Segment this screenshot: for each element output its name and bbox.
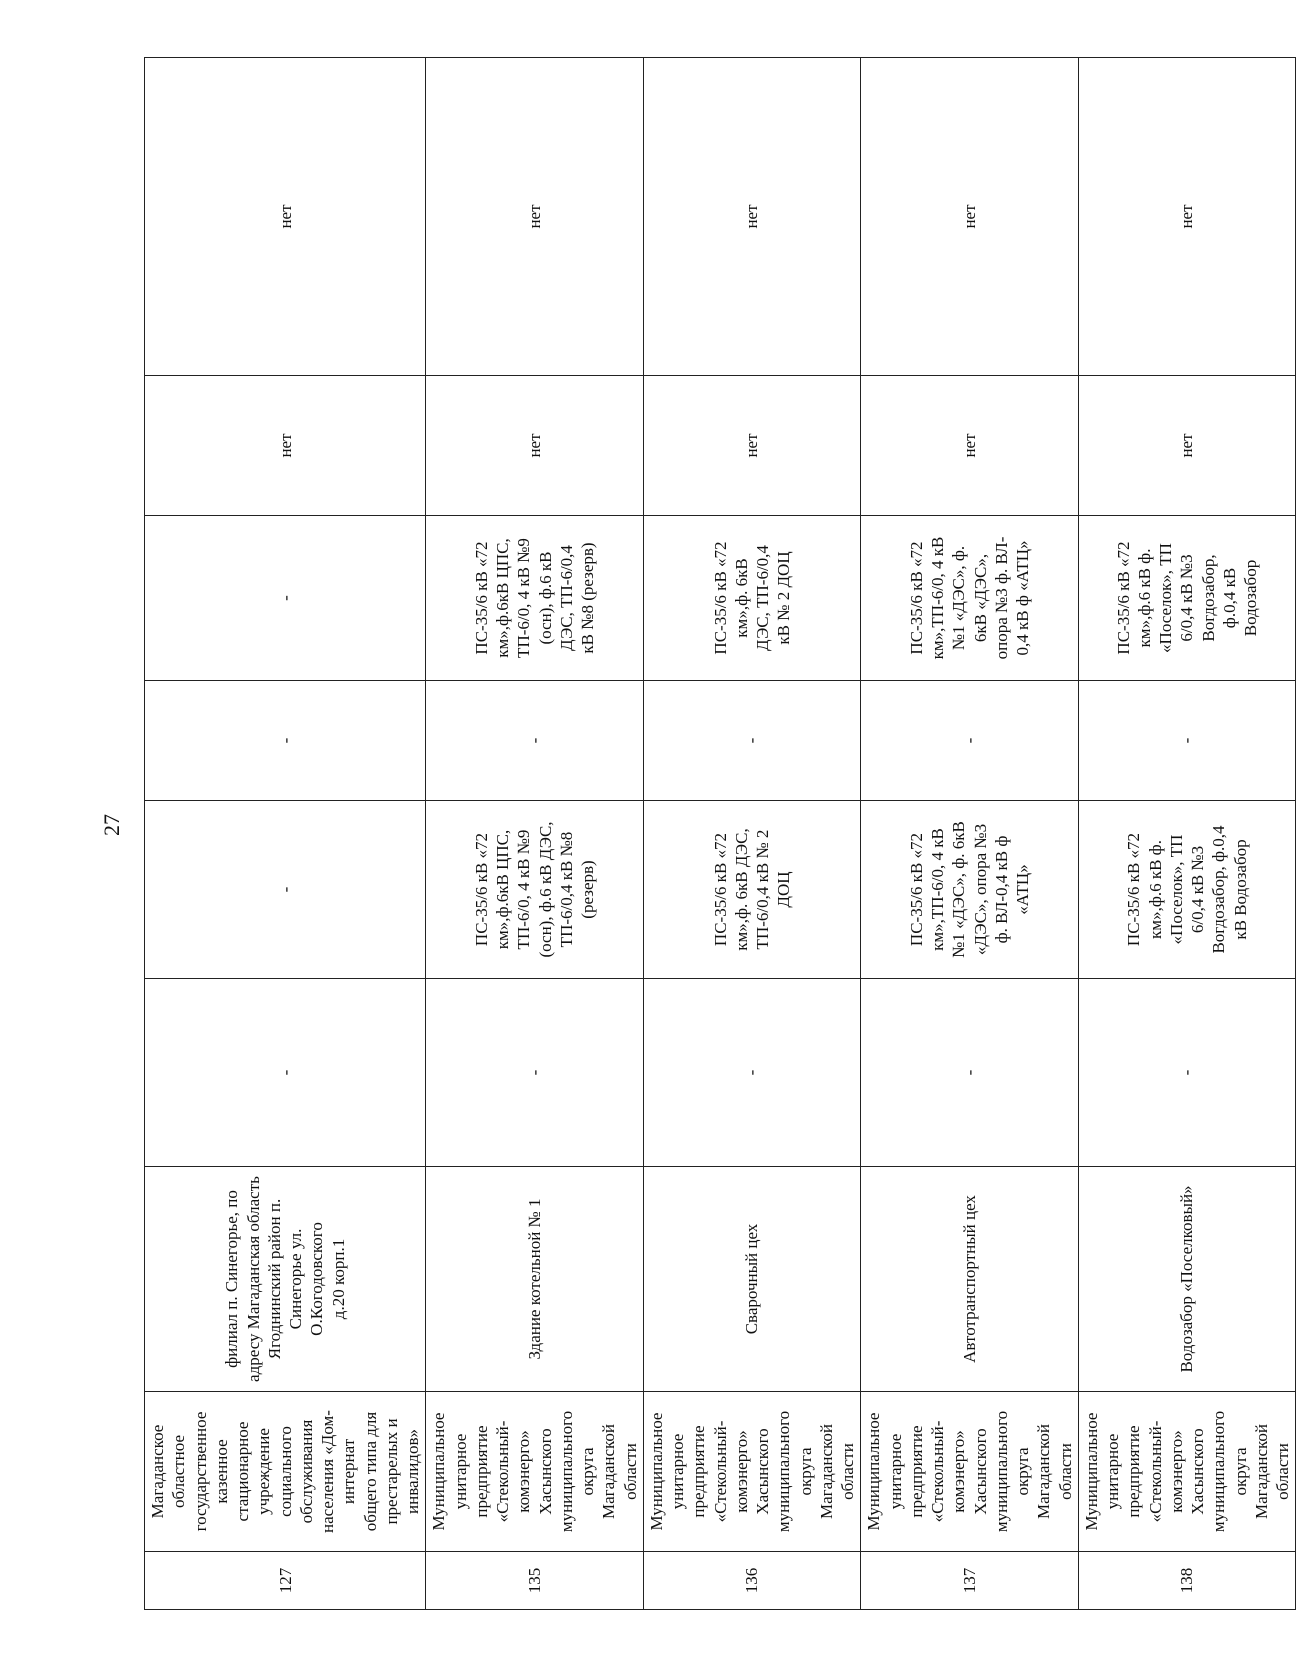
cell-c8: нет [145,58,426,376]
cell-c8: нет [426,58,644,376]
table-row [643,58,861,1610]
row-number: 135 [426,1552,644,1610]
object-cell: Здание котельной № 1 [426,1167,644,1392]
row-number: 137 [861,1552,1079,1610]
cell-c3: - [861,979,1079,1167]
cell-c5: - [643,681,861,801]
cell-c6: ПС-35/6 кВ «72 км»,ф.6 кВ ф. «Поселок», ТП 6/0,4 кВ №3 Вогдозабор, ф.0,4 кВ Водозабор [1078,516,1296,681]
cell-c3: - [145,979,426,1167]
cell-c5: - [1078,681,1296,801]
rotated-table-wrapper [144,58,1292,1610]
cell-c7: нет [1078,376,1296,516]
table-row [861,58,1079,1610]
organization-cell: Муниципальное унитарное предприятие «Стекольный- комэнерго» Хасынского муниципального округа Магаданской области [1078,1392,1296,1552]
object-cell: Автотранспортный цех [861,1167,1079,1392]
cell-c6: - [145,516,426,681]
cell-c4: ПС-35/6 кВ «72 км»,ТП-6/0, 4 кВ №1 «ДЭС», ф. 6кВ «ДЭС», опора №3 ф. ВЛ-0,4 кВ ф «АТЦ» [861,801,1079,979]
object-cell: филиал п. Синегорье, по адресу Магаданская область Ягоднинский район п. Синегорье ул. О.Когодовского д.20 корп.1 [145,1167,426,1392]
cell-c3: - [643,979,861,1167]
cell-c5: - [145,681,426,801]
cell-c5: - [426,681,644,801]
object-cell: Водозабор «Поселковый» [1078,1167,1296,1392]
cell-c3: - [426,979,644,1167]
cell-c7: нет [861,376,1079,516]
cell-c4: ПС-35/6 кВ «72 км»,ф. 6кВ ДЭС, ТП-6/0,4 кВ № 2 ДОЦ [643,801,861,979]
table-row [1078,58,1296,1610]
cell-c5: - [861,681,1079,801]
cell-c8: нет [643,58,861,376]
cell-c7: нет [145,376,426,516]
page-number: 27 [99,814,124,836]
data-table [144,57,1296,1610]
organization-cell: Муниципальное унитарное предприятие «Стекольный- комэнерго» Хасынского муниципального округа Магаданской области [426,1392,644,1552]
table-row [145,58,426,1610]
cell-c7: нет [426,376,644,516]
cell-c6: ПС-35/6 кВ «72 км»,ТП-6/0, 4 кВ №1 «ДЭС», ф. 6кВ «ДЭС», опора №3 ф. ВЛ- 0,4 кВ ф «АТЦ» [861,516,1079,681]
organization-cell: Муниципальное унитарное предприятие «Стекольный- комэнерго» Хасынского муниципального округа Магаданской области [861,1392,1079,1552]
organization-cell: Магаданское областное государственное казенное стационарное учреждение социального обслуживания населения «Дом-интернат общего типа для престарелых и инвалидов» [145,1392,426,1552]
cell-c4: ПС-35/6 кВ «72 км»,ф.6кВ ЦПС, ТП-6/0, 4 кВ №9 (осн), ф.6 кВ ДЭС, ТП-6/0,4 кВ №8 (резерв) [426,801,644,979]
cell-c4: - [145,801,426,979]
cell-c6: ПС-35/6 кВ «72 км»,ф. 6кВ ДЭС, ТП-6/0,4 кВ № 2 ДОЦ [643,516,861,681]
organization-cell: Муниципальное унитарное предприятие «Стекольный- комэнерго» Хасынского муниципального округа Магаданской области [643,1392,861,1552]
row-number: 127 [145,1552,426,1610]
cell-c7: нет [643,376,861,516]
cell-c6: ПС-35/6 кВ «72 км»,ф.6кВ ЦПС, ТП-6/0, 4 кВ №9 (осн), ф.6 кВ ДЭС, ТП-6/0,4 кВ №8 (резерв) [426,516,644,681]
cell-c4: ПС-35/6 кВ «72 км»,ф.6 кВ ф. «Поселок», ТП 6/0,4 кВ №3 Вогдозабор, ф.0,4 кВ Водозабор [1078,801,1296,979]
row-number: 136 [643,1552,861,1610]
cell-c3: - [1078,979,1296,1167]
object-cell: Сварочный цех [643,1167,861,1392]
row-number: 138 [1078,1552,1296,1610]
cell-c8: нет [861,58,1079,376]
cell-c8: нет [1078,58,1296,376]
table-row [426,58,644,1610]
